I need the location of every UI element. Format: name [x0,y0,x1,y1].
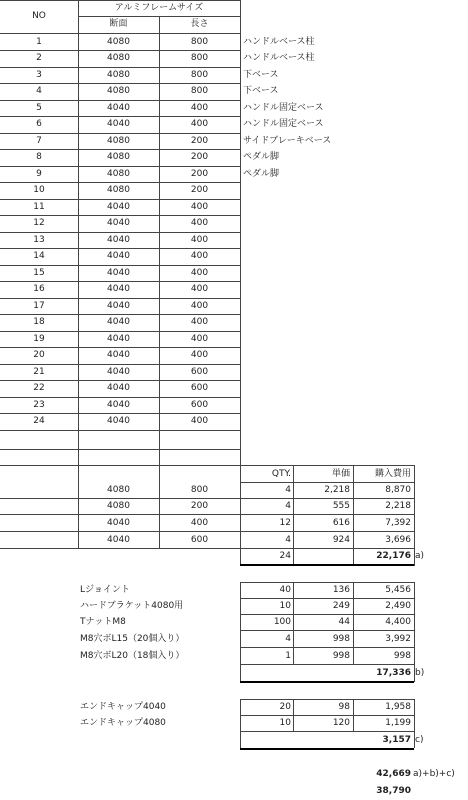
purchase-total-qty: 24 [279,551,291,561]
row-no: 11 [33,202,45,212]
part-unit: 136 [332,585,350,595]
purchase-unit: 2,218 [324,485,350,495]
grid-line [159,465,160,548]
row-length: 400 [190,284,209,294]
row-section: 4040 [107,235,130,245]
total-rule [240,681,414,683]
grid-line [293,582,294,664]
row-length: 200 [190,152,209,162]
part-name: ハードブラケット4080用 [80,601,184,611]
size-header: アルミフレームサイズ [114,3,204,13]
row-section: 4080 [107,169,130,179]
row-no: 17 [33,301,45,311]
row-no: 15 [33,268,45,278]
grid-line [240,33,241,430]
cap-name: エンドキャップ4040 [80,702,166,712]
row-section: 4040 [107,268,130,278]
row-length: 400 [190,119,209,129]
grid-line [240,0,241,33]
row-section: 4040 [107,400,130,410]
part-unit: 44 [338,617,350,627]
row-length: 400 [190,251,209,261]
row-length: 200 [190,185,209,195]
row-no: 16 [33,284,45,294]
row-section: 4080 [107,37,130,47]
row-note: ハンドル固定ベース [243,103,324,113]
row-no: 12 [33,218,45,228]
row-section: 4040 [107,367,130,377]
row-section: 4040 [107,334,130,344]
grid-line [78,465,79,548]
row-section: 4040 [107,350,130,360]
part-qty: 40 [279,585,291,595]
row-section: 4080 [107,136,130,146]
row-no: 1 [36,37,42,47]
mark-b: b) [415,668,425,678]
purchase-unit: 924 [332,535,350,545]
row-section: 4080 [107,53,130,63]
row-section: 4040 [107,416,130,426]
no-header: NO [32,11,46,21]
part-cost: 3,992 [385,634,411,644]
row-no: 6 [36,119,42,129]
row-note: ハンドルベース柱 [243,37,315,47]
grid-line [240,699,241,748]
section-header: 断面 [109,19,128,29]
row-length: 400 [190,202,209,212]
row-length: 800 [190,53,209,63]
part-cost: 2,490 [385,601,411,611]
row-note: ハンドルベース柱 [243,53,315,63]
purchase-length: 800 [190,485,209,495]
part-qty: 100 [273,617,291,627]
purchase-unit: 555 [332,501,350,511]
row-no: 4 [36,86,42,96]
row-no: 18 [33,317,45,327]
purchase-section: 4040 [107,535,130,545]
part-unit: 998 [332,634,350,644]
length-header: 長さ [190,19,209,29]
row-no: 3 [36,70,42,80]
purchase-length: 600 [190,535,209,545]
row-length: 400 [190,218,209,228]
cap-cost: 1,199 [385,718,411,728]
row-section: 4080 [107,86,130,96]
purchase-qty: 4 [285,485,291,495]
cap-name: エンドキャップ4080 [80,718,166,728]
qty-header: QTY. [271,469,291,479]
purchase-cost: 8,870 [385,485,411,495]
row-section: 4040 [107,103,130,113]
part-name: TナットM8 [80,617,126,627]
purchase-section: 4080 [107,485,130,495]
purchase-qty: 4 [285,535,291,545]
parts-total-cost: 17,336 [376,668,411,678]
grid-line [78,33,79,430]
grid-line [353,699,354,732]
grid-line [240,582,241,682]
row-length: 600 [190,400,209,410]
row-length: 400 [190,103,209,113]
row-no: 10 [33,185,45,195]
total-rule [240,748,414,750]
purchase-section: 4040 [107,518,130,528]
part-qty: 1 [285,651,291,661]
grand-sum-label: a)+b)+c) [413,769,455,779]
caps-total-cost: 3,157 [382,735,411,745]
row-no: 24 [33,416,45,426]
row-note: ペダル脚 [243,169,280,179]
table-row-line [0,430,240,431]
mark-a: a) [415,551,425,561]
row-no: 13 [33,235,45,245]
row-section: 4040 [107,202,130,212]
part-qty: 4 [285,634,291,644]
grid-line [353,465,354,566]
row-length: 800 [190,86,209,96]
purchase-qty: 4 [285,501,291,511]
purchase-section: 4080 [107,501,130,511]
purchase-total-cost: 22,176 [376,551,411,561]
row-section: 4040 [107,218,130,228]
part-name: Lジョイント [80,585,130,595]
purchase-unit: 616 [332,518,350,528]
row-no: 7 [36,136,42,146]
row-no: 14 [33,251,45,261]
cap-cost: 1,958 [385,702,411,712]
grid-line [293,699,294,732]
row-no: 9 [36,169,42,179]
grid-line [353,582,354,664]
row-length: 400 [190,268,209,278]
purchase-length: 200 [190,501,209,511]
row-length: 400 [190,350,209,360]
row-length: 400 [190,235,209,245]
row-no: 23 [33,400,45,410]
cap-qty: 20 [279,702,291,712]
grid-line [0,449,240,450]
row-note: ハンドル固定ベース [243,119,324,129]
part-cost: 5,456 [385,585,411,595]
row-length: 200 [190,169,209,179]
row-length: 600 [190,383,209,393]
row-no: 22 [33,383,45,393]
unit-header: 単価 [331,469,350,479]
part-cost: 4,400 [385,617,411,627]
row-no: 19 [33,334,45,344]
cap-unit: 98 [338,702,350,712]
row-length: 400 [190,317,209,327]
row-length: 800 [190,70,209,80]
purchase-cost: 7,392 [385,518,411,528]
row-no: 5 [36,103,42,113]
row-section: 4040 [107,251,130,261]
cap-qty: 10 [279,718,291,728]
row-length: 400 [190,301,209,311]
grid-line [240,430,241,465]
purchase-cost: 2,218 [385,501,411,511]
cost-header: 購入費用 [374,469,411,479]
row-section: 4080 [107,152,130,162]
row-section: 4080 [107,185,130,195]
purchase-qty: 12 [279,518,291,528]
row-note: 下ベース [243,86,279,96]
grid-line [240,465,241,566]
row-length: 400 [190,334,209,344]
row-section: 4040 [107,317,130,327]
row-length: 800 [190,37,209,47]
row-no: 2 [36,53,42,63]
row-no: 20 [33,350,45,360]
table-row-line [0,548,414,549]
row-section: 4040 [107,119,130,129]
cap-unit: 120 [332,718,350,728]
part-name: M8穴ボL20（18個入り） [80,651,185,661]
grid-line [159,33,160,430]
row-section: 4040 [107,383,130,393]
grid-line [159,430,160,465]
grid-line [78,430,79,465]
purchase-length: 400 [190,518,209,528]
part-unit: 249 [332,601,350,611]
part-name: M8穴ボL15（20個入り） [80,634,185,644]
row-note: ペダル脚 [243,152,280,162]
purchase-cost: 3,696 [385,535,411,545]
grand-final: 38,790 [376,786,411,796]
row-section: 4040 [107,284,130,294]
row-note: サイドブレーキベース [243,136,332,146]
part-cost: 998 [393,651,411,661]
grid-line [293,465,294,566]
row-length: 400 [190,416,209,426]
part-qty: 10 [279,601,291,611]
row-no: 8 [36,152,42,162]
row-no: 21 [33,367,45,377]
row-length: 600 [190,367,209,377]
row-section: 4040 [107,301,130,311]
total-rule [240,564,414,566]
grid-line [0,465,240,466]
row-length: 200 [190,136,209,146]
row-section: 4080 [107,70,130,80]
part-unit: 998 [332,651,350,661]
mark-c: c) [415,735,424,745]
row-note: 下ベース [243,70,279,80]
grand-sum: 42,669 [376,769,411,779]
